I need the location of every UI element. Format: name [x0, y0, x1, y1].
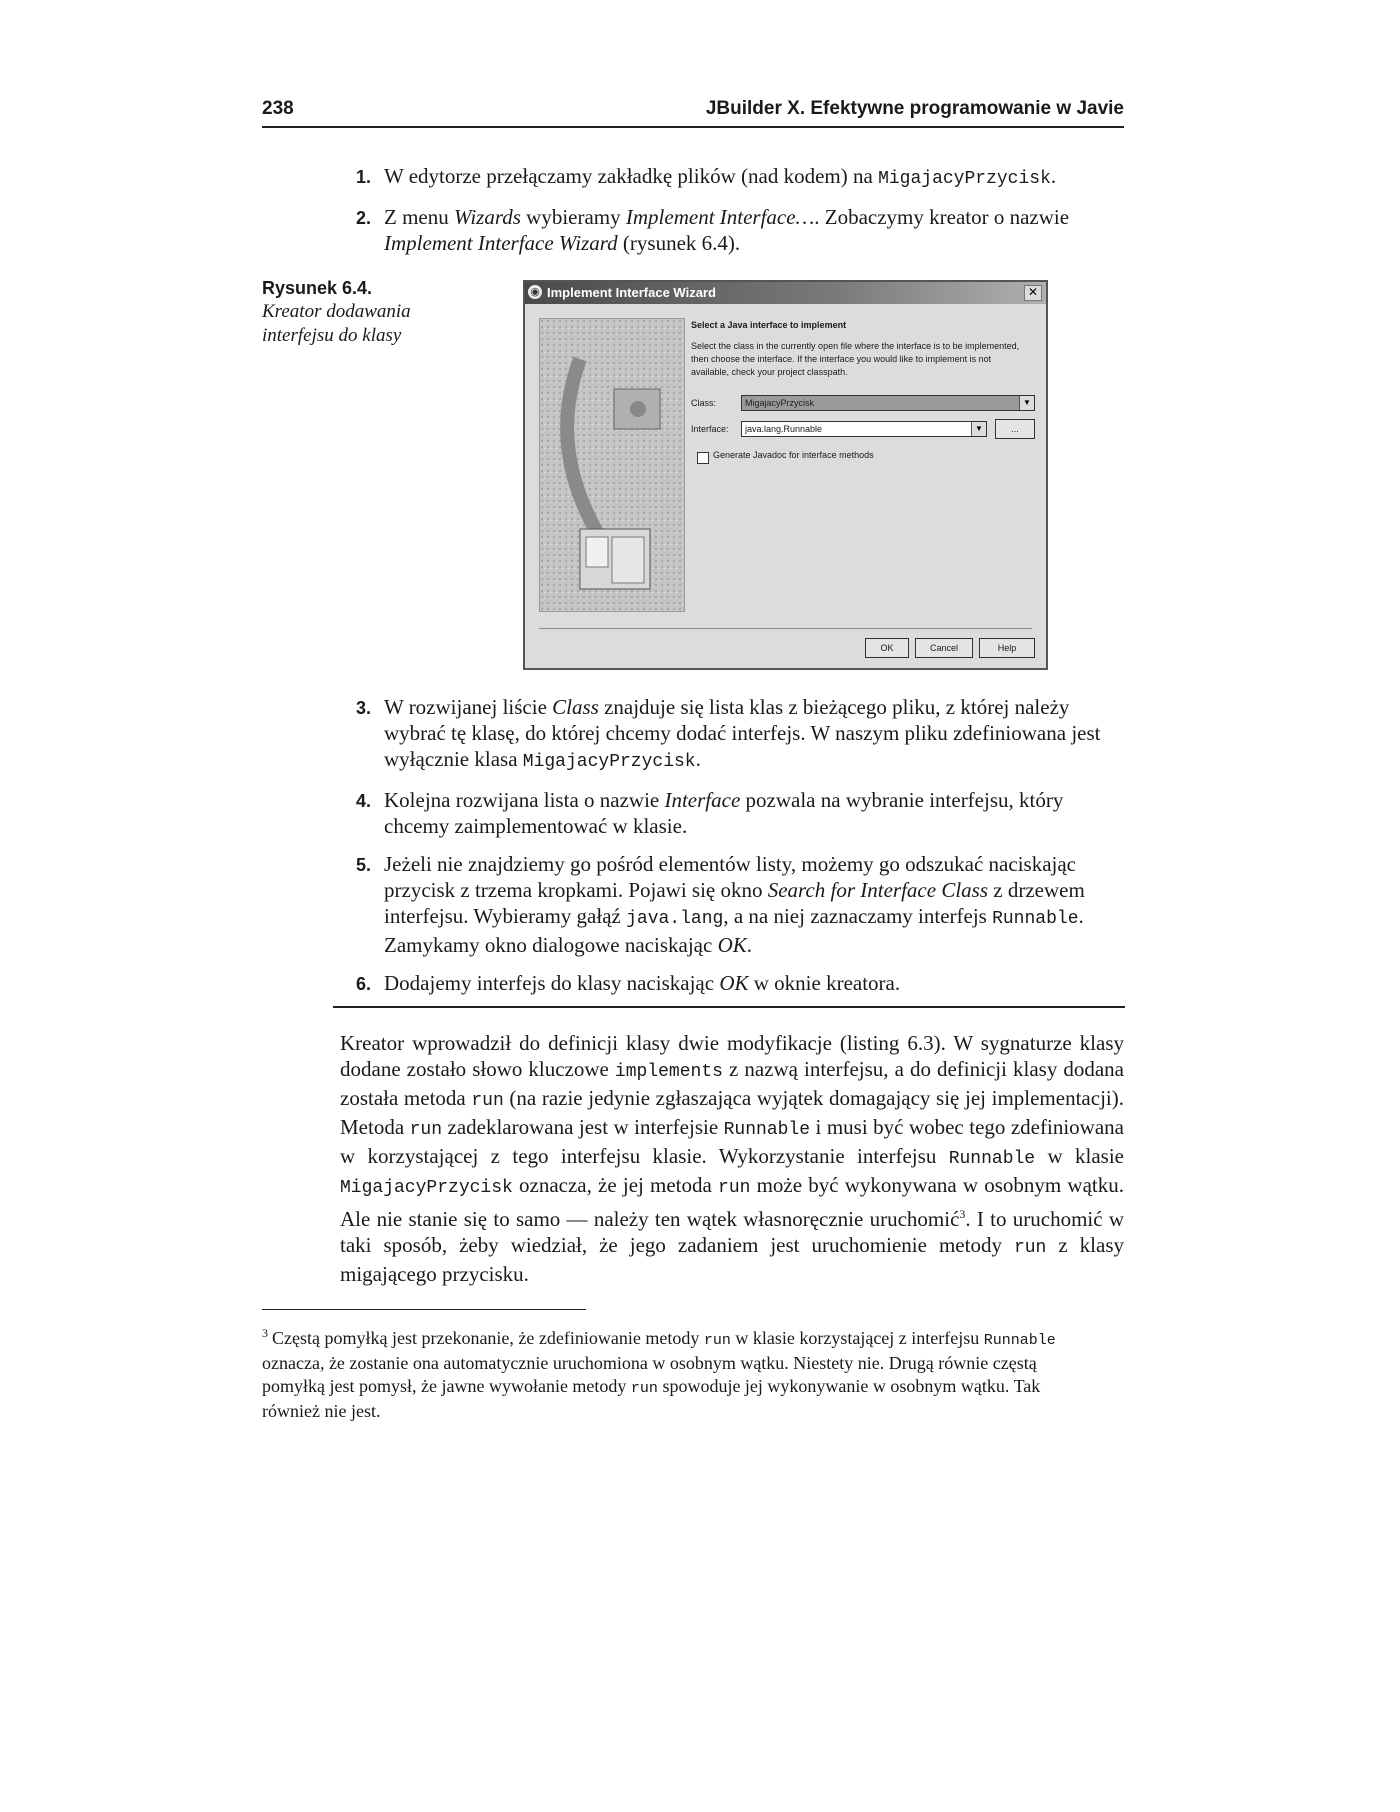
list-item — [356, 851, 1126, 958]
code-term: run — [471, 1091, 504, 1111]
ui-term: Wizards — [453, 205, 521, 229]
implement-interface-dialog — [523, 280, 1048, 670]
footnote-reference[interactable]: 3 — [959, 1207, 966, 1221]
code-term: run — [703, 1332, 731, 1349]
step-text: Dodajemy interfejs do klasy naciskając — [384, 971, 720, 995]
body-text: z nazwą interfejsu, a do definicji klasy dodana została metoda — [340, 1057, 1124, 1110]
browse-interface-button[interactable]: ... — [995, 419, 1035, 439]
chevron-down-icon[interactable]: ▼ — [971, 422, 986, 436]
code-term: MigajacyPrzycisk — [340, 1178, 513, 1198]
dialog-heading: Select a Java interface to implement — [691, 320, 847, 330]
page-number: 238 — [262, 98, 294, 119]
code-term: Runnable — [723, 1120, 811, 1140]
body-text: w klasie — [1035, 1144, 1124, 1168]
code-term: run — [630, 1380, 658, 1397]
ui-term: Search for Interface Class — [767, 878, 989, 902]
body-text: . I to uruchomić w taki sposób, żeby wiedział, że jego zadaniem jest uruchomienie metody — [340, 1207, 1125, 1257]
body-text: oznacza, że jej metoda — [512, 1173, 719, 1197]
wizard-illustration — [539, 318, 685, 612]
step-number: 6. — [356, 974, 372, 994]
dialog-instructions: Select the class in the currently open file where the interface is to be implemented, then choose the interface. If the interface you would like to implement is not available, check your project classpath. — [691, 341, 1020, 377]
steps-list-after — [356, 694, 1126, 1008]
step-text: . — [695, 747, 701, 771]
ui-term: OK — [717, 933, 747, 957]
figure-description: Kreator dodawania interfejsu do klasy — [262, 301, 411, 346]
step-text: , a na niej zaznaczamy interfejs — [723, 904, 993, 928]
help-button[interactable]: Help — [979, 638, 1035, 658]
class-select[interactable] — [741, 395, 1035, 411]
cancel-button[interactable]: Cancel — [915, 638, 973, 658]
footnote-text: w klasie korzystającej z interfejsu — [730, 1328, 984, 1348]
step-text: wybieramy — [520, 205, 626, 229]
footnote-text: spowoduje jej wykonywanie w osobnym wątku. Tak również nie jest. — [262, 1376, 1041, 1421]
code-term: Runnable — [992, 909, 1079, 929]
ui-term: Interface — [664, 788, 741, 812]
list-item — [356, 970, 1126, 996]
footnote-mark: 3 — [262, 1326, 268, 1340]
figure-label: Rysunek 6.4. — [262, 278, 373, 298]
step-number: 4. — [356, 791, 372, 811]
dialog-title: Implement Interface Wizard — [547, 285, 716, 300]
ok-button[interactable]: OK — [865, 638, 909, 658]
generate-javadoc-checkbox[interactable] — [697, 452, 709, 464]
generate-javadoc-label: Generate Javadoc for interface methods — [713, 450, 874, 460]
ui-term: Implement Interface… — [625, 205, 815, 229]
code-term: run — [1013, 1238, 1047, 1258]
running-title: JBuilder X. Efektywne programowanie w Javie — [705, 98, 1124, 119]
body-text: zadeklarowana jest w interfejsie — [442, 1115, 724, 1139]
code-term: run — [718, 1178, 751, 1198]
figure-caption — [262, 276, 442, 348]
jbuilder-app-icon: ◉ — [528, 285, 542, 299]
step-text: W edytorze przełączamy zakładkę plików (nad kodem) na — [384, 164, 879, 188]
step-text: . Zamykamy okno dialogowe naciskając — [384, 904, 1084, 957]
step-text: znajduje się lista klas z bieżącego pliku, z której należy wybrać tę klasę, do której chcemy dodać interfejs. W naszym pliku zdefiniowana jest wyłącznie klasa — [384, 695, 1101, 771]
step-number: 5. — [356, 855, 372, 875]
code-term: MigajacyPrzycisk — [522, 752, 696, 772]
code-term: Runnable — [983, 1332, 1056, 1349]
dialog-title-bar[interactable] — [525, 282, 1046, 304]
footnote-text: oznacza, że zostanie ona automatycznie uruchomiona w osobnym wątku. Niestety nie. Drugą równie częstą pomyłką jest pomysł, że jawne wywołanie metody — [262, 1353, 1037, 1396]
list-item — [356, 204, 1126, 256]
steps-list-before — [356, 163, 1126, 268]
code-term: run — [409, 1120, 443, 1140]
code-term: MigajacyPrzycisk — [878, 169, 1051, 189]
step-number: 2. — [356, 208, 372, 228]
body-text: może być wykonywana w osobnym wątku. Ale nie stanie się to samo — należy ten wątek własnoręcznie uruchomić — [340, 1173, 1124, 1231]
step-text: Kolejna rozwijana lista o nazwie — [384, 788, 665, 812]
step-text: (rysunek 6.4). — [617, 231, 741, 255]
footnote-divider — [262, 1309, 586, 1310]
list-item — [356, 694, 1126, 775]
step-text: . — [746, 933, 752, 957]
step-text: z drzewem interfejsu. Wybieramy gałąź — [384, 878, 1085, 928]
step-number: 1. — [356, 167, 372, 187]
code-term: Runnable — [948, 1149, 1036, 1169]
interface-label: Interface: — [691, 424, 729, 434]
step-text: Jeżeli nie znajdziemy go pośród elementów listy, możemy go odszukać naciskając przycisk z trzema kropkami. Pojawi się okno — [384, 852, 1076, 902]
interface-select[interactable] — [741, 421, 987, 437]
ui-term: OK — [719, 971, 749, 995]
step-text: w oknie kreatora. — [748, 971, 901, 995]
list-item — [356, 787, 1126, 839]
step-text: pozwala na wybranie interfejsu, który chcemy zaimplementować w klasie. — [384, 788, 1064, 838]
body-text: z klasy migającego przycisku. — [340, 1233, 1125, 1286]
step-number: 3. — [356, 698, 372, 718]
chevron-down-icon[interactable]: ▼ — [1019, 396, 1034, 410]
code-term: implements — [614, 1062, 723, 1082]
page-header — [262, 96, 1124, 128]
body-paragraph — [340, 1030, 1124, 1287]
step-text: . — [1050, 164, 1057, 188]
step-text: . Zobaczymy kreator o nazwie — [814, 205, 1070, 229]
step-text: W rozwijanej liście — [384, 695, 553, 719]
body-text: (na razie jedynie zgłaszająca wyjątek domagający się jej implementacji). Metoda — [340, 1086, 1124, 1139]
ui-term: Implement Interface Wizard — [384, 231, 618, 255]
footnote-text: Częstą pomyłką jest przekonanie, że zdefiniowanie metody — [272, 1328, 704, 1348]
body-text: i musi być wobec tego zdefiniowana w korzystającej z tego interfejsu klasie. Wykorzystanie interfejsu — [340, 1115, 1124, 1168]
list-item — [356, 163, 1126, 192]
section-divider — [333, 1006, 1125, 1008]
close-icon[interactable]: ✕ — [1024, 285, 1042, 301]
step-text: Z menu — [384, 205, 454, 229]
dialog-separator — [539, 628, 1032, 629]
code-term: java.lang — [626, 909, 724, 929]
footnote — [262, 1322, 1086, 1423]
ui-term: Class — [552, 695, 599, 719]
class-select-value: MigajacyPrzycisk — [745, 398, 815, 408]
body-text: Kreator wprowadził do definicji klasy dwie modyfikacje (listing 6.3). W sygnaturze klasy dodane zostało słowo kluczowe — [340, 1031, 1124, 1081]
class-label: Class: — [691, 398, 717, 408]
interface-select-value: java.lang.Runnable — [745, 424, 823, 434]
